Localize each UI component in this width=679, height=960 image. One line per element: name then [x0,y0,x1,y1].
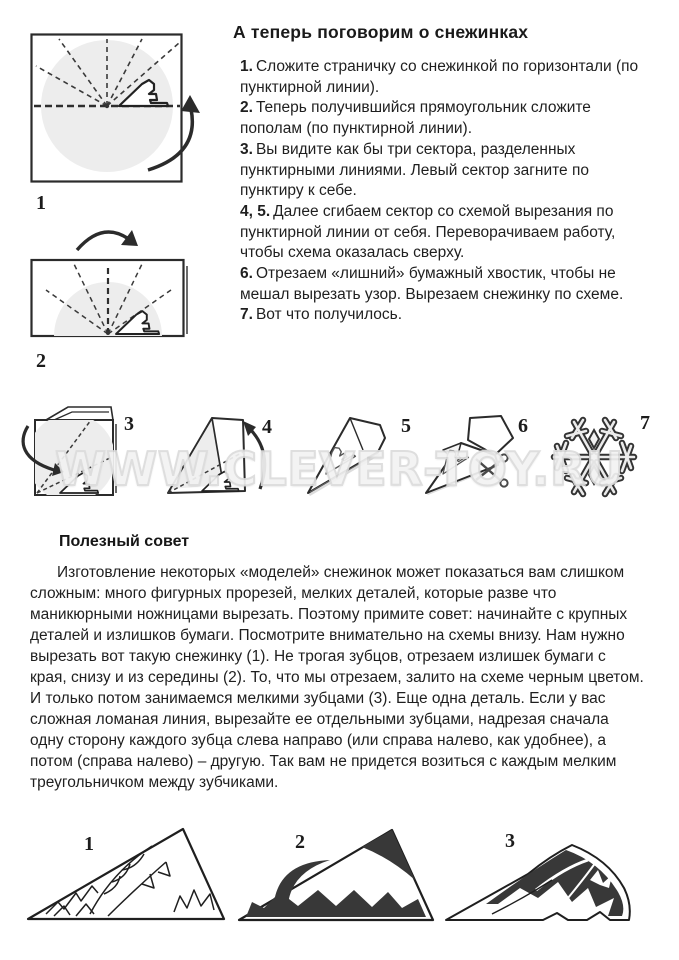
step-text: Вот что получилось. [255,306,403,324]
cutting-scheme-2 [234,820,439,926]
instruction-step [240,264,655,305]
step-number: 3. [240,140,253,158]
step-text: Сложите страничку со снежинкой по горизонтали (по пунктирной линии). [240,58,639,96]
fold-step-4-diagram [160,405,272,505]
step-number: 1. [240,58,253,75]
fold-step-5-diagram [300,408,400,500]
figure-5-label: 5 [401,415,411,437]
advice-paragraph: Изготовление некоторых «моделей» снежинок может показаться вам слишком сложным: много фигурных прорезей, мелких деталей, которые разве что маникюрными ножницами вырезать. Поэтому примите совет: начинайте с крупных деталей и излишков бумаги. Посмотрите внимательно на схемы внизу. Нам нужно вырезать вот такую снежинку (1). Не трогая зубцов, отрезаем излишек бумаги с края, снизу и из середины (2). То, что мы отрезаем, залито на схеме черным цветом. И только потом занимаемся мелкими зубцами (3). Еще одна деталь. Если у вас сложная ломаная линия, вырезайте ее отдельными зубцами, надрезая сначала одну сторону каждого зубца слева направо (или справа налево, как удобнее), а потом (справа налево) – другую. Так вам не придется возиться с каждым мелким треугольничком между зубчиками. [30,564,644,791]
page-layer-line [46,407,113,420]
instruction-step [240,57,655,98]
figure-7-label: 7 [640,412,650,434]
step-number: 4, 5. [240,202,271,220]
instruction-list [240,57,655,326]
fold-step-3-diagram [16,400,138,502]
step-text: Теперь получившийся прямоугольник сложите пополам (по пунктирной линии). [240,99,591,138]
finished-snowflake-diagram [548,410,640,502]
curved-arrow-icon [243,421,265,489]
watermark: WWW.CLEVER-TOY.RU [55,442,624,496]
step-text: Далее сгибаем сектор со схемой вырезания по пунктирной линии от себя. Переворачиваем работу, чтобы схема оказалась сверху. [240,202,616,262]
step-text: Вы видите как бы три сектора, разделенных пунктирными линиями. Левый сектор загните по пунктиру к себе. [240,140,589,200]
scheme-2-label: 2 [295,831,305,853]
cutting-scheme-1 [24,822,229,925]
figure-3-label: 3 [124,413,134,435]
cutting-scheme-3 [440,828,645,926]
figure-4-label: 4 [262,416,272,438]
figure-6-label: 6 [518,415,528,437]
page-layer-line [54,412,109,420]
figure-2-label: 2 [36,350,46,372]
scheme-3-label: 3 [505,830,515,852]
step-number: 6. [240,265,253,283]
step-number: 7. [240,306,253,324]
step-number: 2. [240,99,253,117]
fold-step-2-diagram [30,220,220,340]
figure-1-label: 1 [36,192,46,214]
instruction-step [240,98,655,139]
scheme-1-label: 1 [84,833,94,855]
advice-heading: Полезный совет [59,533,190,550]
fold-step-1-diagram [30,33,205,185]
step-text: Отрезаем «лишний» бумажный хвостик, чтобы не мешал вырезать узор. Вырезаем снежинку по схеме. [240,265,624,303]
instruction-step [240,305,655,326]
instruction-step [240,202,655,264]
curved-arrow-icon [77,230,138,250]
instruction-step [240,140,655,202]
snowflake-icon [554,420,634,494]
fold-step-6-diagram [418,404,526,500]
page-title: А теперь поговорим о снежинках [233,22,529,42]
